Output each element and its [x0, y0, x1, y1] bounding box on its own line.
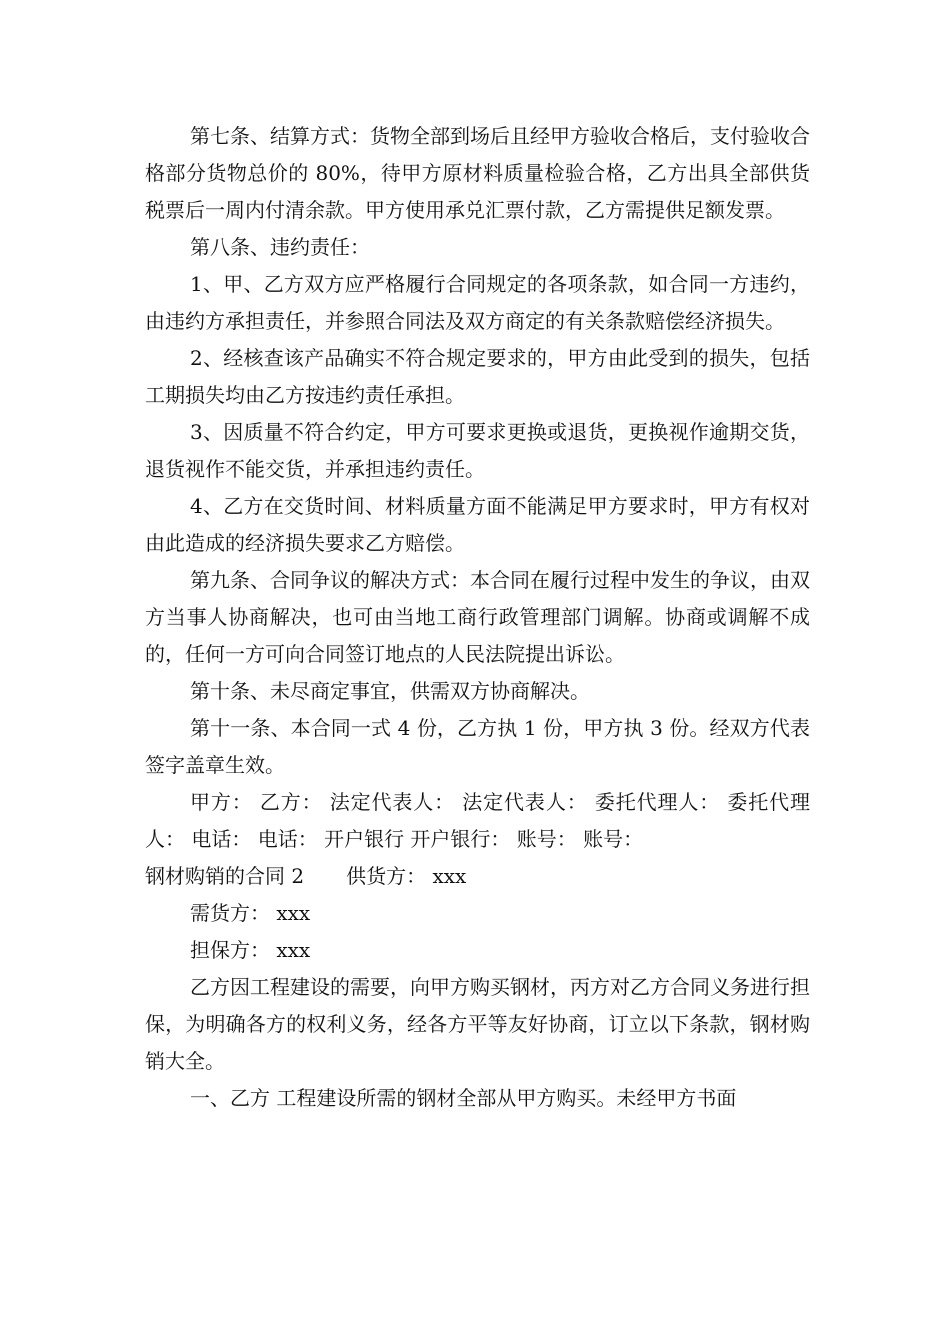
clause-8-heading: 第八条、违约责任： — [190, 235, 370, 259]
contract-2-preamble: 乙方因工程建设的需要，向甲方购买钢材，丙方对乙方合同义务进行担保，为明确各方的权利义务，经各方平等友好协商，订立以下条款，钢材购销大全。 — [145, 975, 810, 1073]
guarantor-line: 担保方： xxx — [190, 938, 311, 962]
contract-2-clause-1: 一、乙方 工程建设所需的钢材全部从甲方购买。未经甲方书面 — [190, 1086, 737, 1110]
contract-2-header — [145, 858, 810, 895]
clause-8-item-2: 2、经核查该产品确实不符合规定要求的，甲方由此受到的损失，包括工期损失均由乙方按违约责任承担。 — [145, 346, 810, 407]
clause-7-settlement: 第七条、结算方式：货物全部到场后且经甲方验收合格后，支付验收合格部分货物总价的 80%，待甲方原材料质量检验合格，乙方出具全部供货税票后一周内付清余款。甲方使用承兑汇票付款，乙方需提供足额发票。 — [145, 124, 810, 222]
clause-9-dispute: 第九条、合同争议的解决方式：本合同在履行过程中发生的争议，由双方当事人协商解决，也可由当地工商行政管理部门调解。协商或调解不成的，任何一方可向合同签订地点的人民法院提出诉讼。 — [145, 568, 810, 666]
contract-2-title: 钢材购销的合同 2 — [145, 864, 305, 888]
document-page — [145, 118, 810, 1117]
supplier-line: 供货方： xxx — [346, 864, 467, 888]
signature-fields: 甲方： 乙方： 法定代表人： 法定代表人： 委托代理人： 委托代理人： 电话： 电话： 开户银行 开户银行： 账号： 账号： — [145, 790, 810, 851]
clause-8-item-4: 4、乙方在交货时间、材料质量方面不能满足甲方要求时，甲方有权对由此造成的经济损失要求乙方赔偿。 — [145, 494, 810, 555]
clause-10: 第十条、未尽商定事宜，供需双方协商解决。 — [190, 679, 590, 703]
buyer-line: 需货方： xxx — [190, 901, 311, 925]
clause-8-item-1: 1、甲、乙方双方应严格履行合同规定的各项条款，如合同一方违约，由违约方承担责任，并参照合同法及双方商定的有关条款赔偿经济损失。 — [145, 272, 810, 333]
clause-8-item-3: 3、因质量不符合约定，甲方可要求更换或退货，更换视作逾期交货，退货视作不能交货，并承担违约责任。 — [145, 420, 810, 481]
clause-11: 第十一条、本合同一式 4 份，乙方执 1 份，甲方执 3 份。经双方代表签字盖章生效。 — [145, 716, 810, 777]
